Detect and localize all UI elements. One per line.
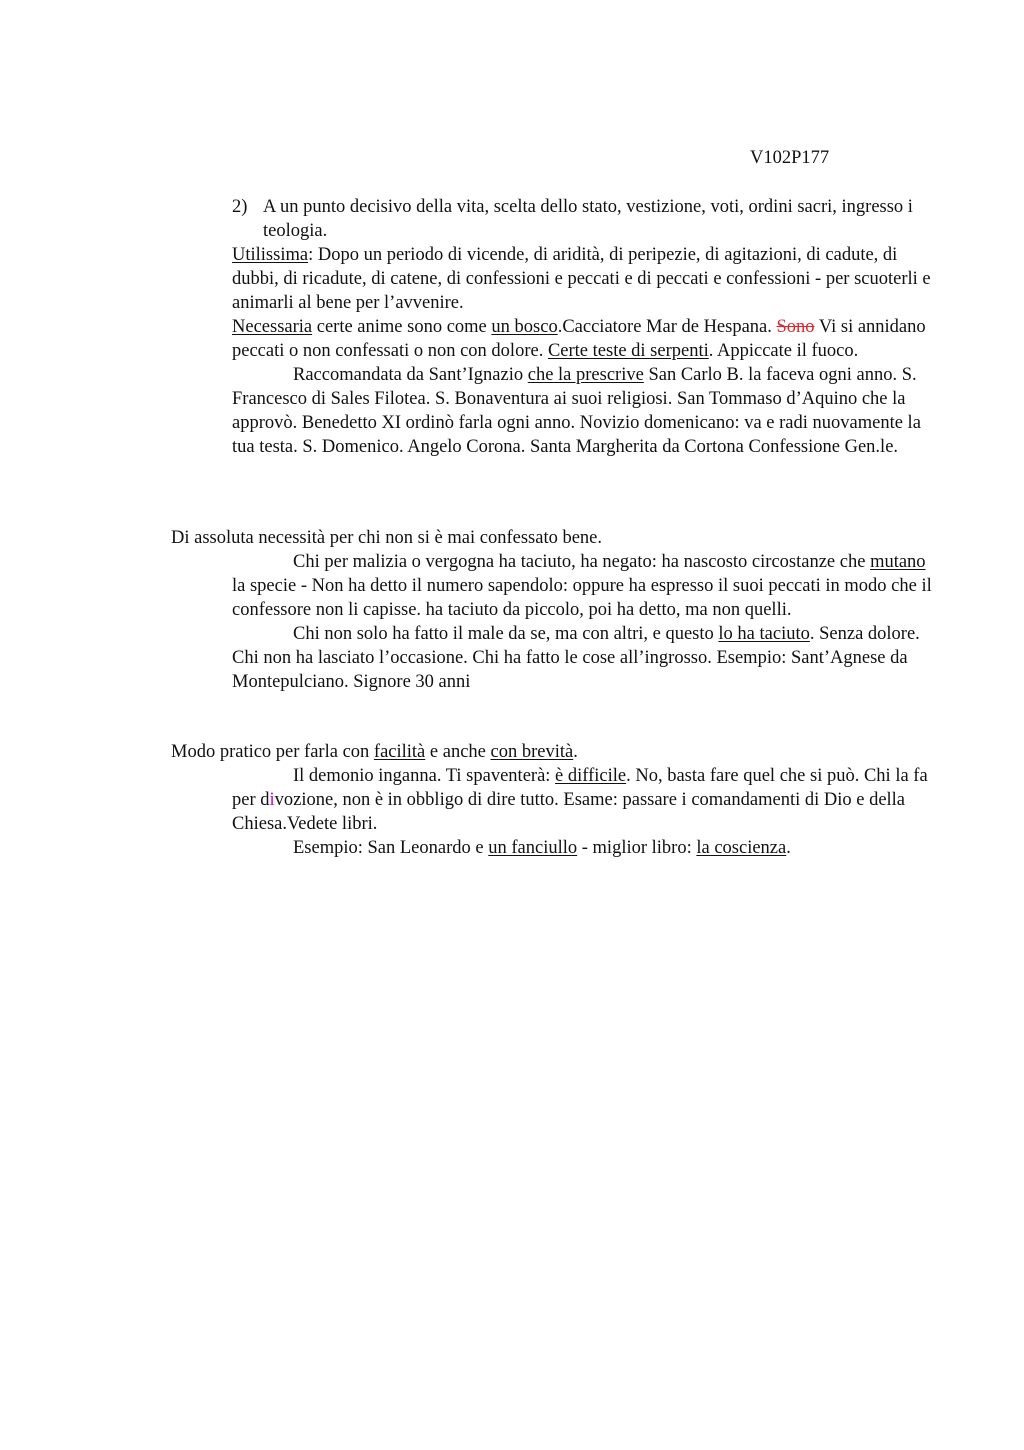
paragraph: Il demonio inganna. Ti spaventerà: è difficile. No, basta fare quel che si può. Chi la fa per divozione, non è in obbligo di dire tutto. Esame: passare i comandamenti di Dio e della Chiesa.Vedete libri.	[232, 766, 928, 834]
section-2-heading: Di assoluta necessità per chi non si è mai confessato bene.	[171, 528, 603, 548]
list-item-number: 2)	[232, 197, 248, 217]
section-1	[232, 195, 932, 459]
underlined-term: Necessaria	[232, 317, 313, 337]
paragraph: Chi non solo ha fatto il male da se, ma con altri, e questo lo ha taciuto. Senza dolore. Chi non ha lasciato l’occasione. Chi ha fatto le cose all’ingrosso. Esempio: Sant’Agnese da Montepulciano. Signore 30 anni	[232, 624, 920, 692]
paragraph-raccomandata: Raccomandata da Sant’Ignazio che la prescrive San Carlo B. la faceva ogni anno. S. Francesco di Sales Filotea. S. Bonaventura ai suoi religiosi. San Tommaso d’Aquino che la approvò. Benedetto XI ordinò farla ogni anno. Novizio domenicano: va e radi nuovamente la tua testa. S. Domenico. Angelo Corona. Santa Margherita da Cortona Confessione Gen.le.	[232, 365, 921, 457]
paragraph: Chi per malizia o vergogna ha taciuto, ha negato: ha nascosto circostanze che mutano la specie - Non ha detto il numero sapendolo: oppure ha espresso il suoi peccati in modo che il confessore non li capisse. ha taciuto da piccolo, poi ha detto, ma non quelli.	[232, 552, 932, 620]
paragraph-necessaria: Necessaria certe anime sono come un bosco.Cacciatore Mar de Hespana. Sono Vi si annidano peccati o non confessati o non con dolore. Certe teste di serpenti. Appiccate il fuoco.	[232, 317, 926, 361]
section-3	[232, 764, 932, 860]
list-item-text: A un punto decisivo della vita, scelta dello stato, vestizione, voti, ordini sacri, ingresso i teologia.	[263, 197, 913, 241]
section-3-heading: Modo pratico per farla con facilità e anche con brevità.	[171, 742, 578, 762]
struck-word: Sono	[776, 317, 815, 337]
underlined-term: Utilissima	[232, 245, 309, 265]
page-identifier: V102P177	[750, 148, 830, 168]
highlighted-letter: i	[269, 790, 275, 810]
section-2	[232, 550, 932, 694]
paragraph-utilissima: Utilissima: Dopo un periodo di vicende, di aridità, di peripezie, di agitazioni, di cadute, di dubbi, di ricadute, di catene, di confessioni e peccati e di peccati e confessioni - per scuoterli e animarli al bene per l’avvenire.	[232, 245, 931, 313]
list-item-2	[232, 195, 932, 243]
paragraph: Esempio: San Leonardo e un fanciullo - miglior libro: la coscienza.	[293, 838, 791, 858]
